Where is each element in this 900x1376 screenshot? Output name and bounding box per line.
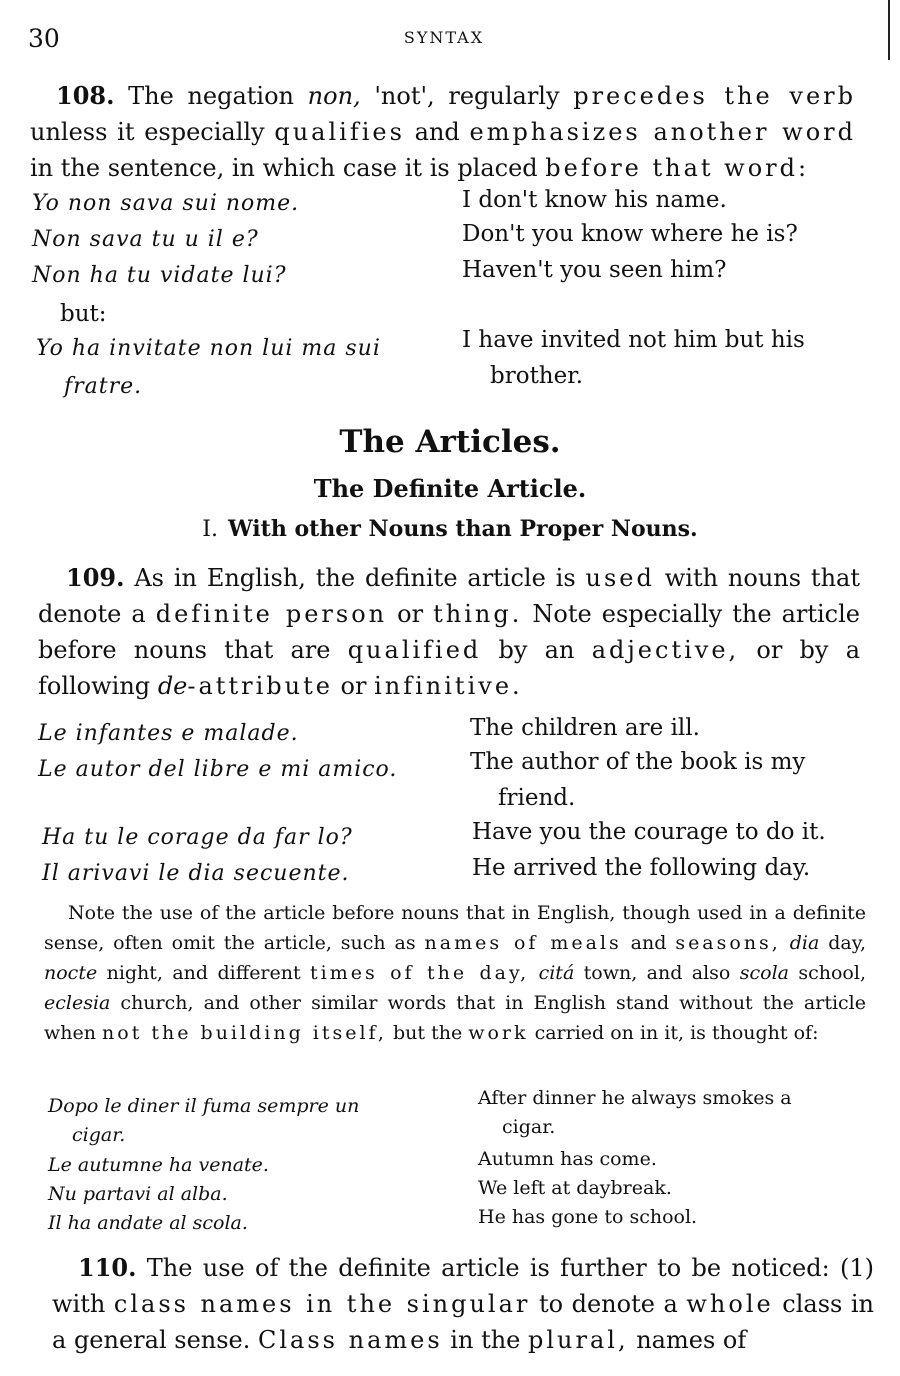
paragraph-108: 108. The negation non, 'not', regularly precedes the verb unless it especially qualifies and emphasizes another word in the sentence, in which case it is placed before that word: (30, 81, 856, 182)
example-english: Don't you know where he is? (462, 221, 798, 247)
example-interlingua: Ha tu le corage da far lo? (42, 825, 353, 850)
example-interlingua: Yo non sava sui nome. (32, 191, 300, 216)
example-interlingua: Yo ha invitate non lui ma sui fratre. (36, 336, 381, 399)
example-english: He has gone to school. (478, 1206, 698, 1228)
example-english: He arrived the following day. (472, 855, 811, 881)
section-number: 109. (66, 563, 125, 592)
example-english: I don't know his name. (462, 187, 727, 213)
paragraph-109: 109. As in English, the definite article is used with nouns that denote a definite person or thing. Note especially the article before nouns that are qualified by an adjective, or by a following de-attribute or infinitive. (38, 563, 861, 700)
example-english: Autumn has come. (478, 1148, 657, 1170)
but-label: but: (60, 301, 107, 327)
heading-articles: The Articles. (339, 424, 561, 460)
example-english: Haven't you seen him? (462, 257, 727, 283)
paragraph-110: 110. The use of the definite article is further to be noticed: (1) with class names in the singular to denote a whole class in a general sense. Class names in the plural, names of (52, 1253, 875, 1354)
example-interlingua: Non sava tu u il e? (32, 227, 259, 252)
roman-numeral: I. (202, 517, 218, 542)
page-edge-line (888, 0, 890, 60)
running-head: SYNTAX (403, 28, 485, 47)
page-header (28, 24, 860, 54)
section-number: 108. (56, 81, 115, 110)
page-number: 30 (28, 24, 60, 53)
heading-definite-article: The Definite Article. (313, 474, 587, 503)
section-number: 110. (78, 1253, 137, 1282)
heading-subsection: I. With other Nouns than Proper Nouns. (202, 516, 698, 542)
example-interlingua: Dopo le diner il fuma sempre un cigar. (48, 1095, 360, 1146)
example-interlingua: Le autor del libre e mi amico. (38, 757, 398, 782)
example-english: The children are ill. (470, 715, 700, 741)
example-english: After dinner he always smokes a cigar. (478, 1087, 792, 1138)
example-interlingua: Le autumne ha venate. (48, 1154, 269, 1176)
note-paragraph: Note the use of the article before nouns that in English, though used in a definite sense, often omit the article, such as names of meals and seasons, dia day, nocte night, and different times of the day, citá town, and also scola school, eclesia church, and other similar words that in English stand without the article when not the building itself, but the work carried on in it, is thought of: (44, 902, 866, 1044)
example-interlingua: Non ha tu vidate lui? (32, 263, 287, 288)
example-english: The author of the book is my friend. (470, 749, 806, 811)
example-interlingua: Il ha andate al scola. (48, 1212, 248, 1234)
example-english: We left at daybreak. (478, 1177, 672, 1199)
example-interlingua: Il arivavi le dia secuente. (42, 861, 350, 886)
example-english: I have invited not him but his brother. (462, 327, 805, 389)
example-interlingua: Le infantes e malade. (38, 721, 299, 746)
example-english: Have you the courage to do it. (472, 819, 826, 845)
example-interlingua: Nu partavi al alba. (48, 1183, 228, 1205)
